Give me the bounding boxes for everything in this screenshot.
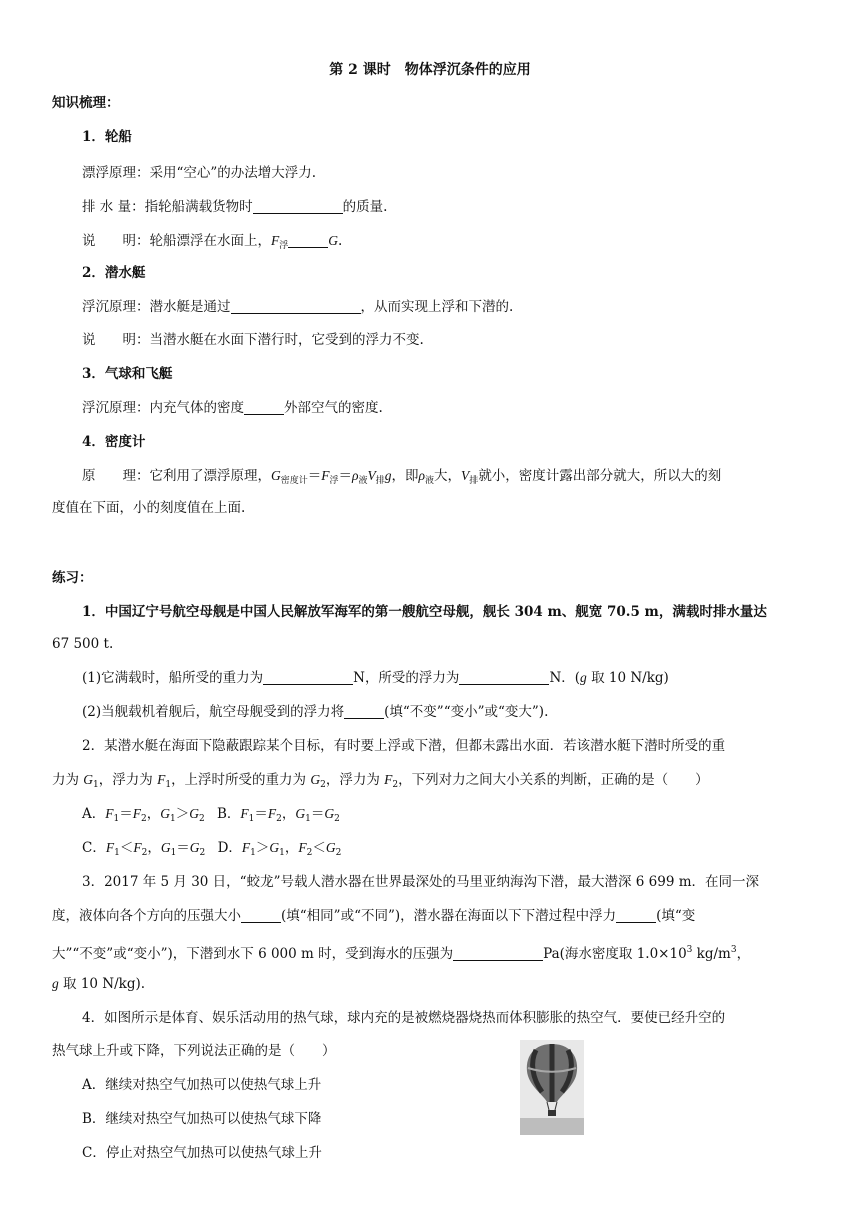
symbol: F [267,806,277,821]
text: ，即 [391,468,419,484]
text: ＜ [119,840,134,856]
option-letter: D． [217,840,242,856]
subscript: 1 [113,814,120,824]
text: 就小，密度计露出部分就大，所以大的刻 [478,468,722,484]
hydrometer-principle-cont: 度值在下面，小的刻度值在上面. [52,500,246,516]
symbol: G [189,840,200,855]
symbol: g [384,468,392,483]
subscript: 1 [93,780,99,790]
text: ＜ [312,840,326,856]
sub-note: 说 明：当潜水艇在水面下潜行时，它受到的浮力不变. [82,332,424,348]
subscript: 1 [248,814,255,824]
sub-principle [82,297,513,317]
answer-blank[interactable] [253,199,343,214]
subscript: 1 [170,848,177,858]
answer-blank[interactable] [344,704,384,719]
text: Pa(海水密度取 1.0×10 [543,946,687,962]
answer-blank[interactable] [616,908,656,923]
subscript: 排 [375,476,385,486]
q3-stem-2 [52,906,695,926]
subscript: 1 [305,814,311,824]
q2-options-cd [82,838,341,863]
symbol: ρ [418,468,426,483]
text: ，浮力为 [98,772,158,788]
symbol-g: g [52,976,59,991]
ship-displacement [82,197,387,217]
option-letter: C． [82,840,106,856]
subscript: 2 [276,814,282,824]
subscript: 2 [306,848,313,858]
q4-stem: 4．如图所示是体育、娱乐活动用的热气球，球内充的是被燃烧器烧热而体积膨胀的热空气．要使已经升空的 [82,1010,726,1026]
subscript: 液 [358,476,368,486]
balloon-principle [82,398,383,418]
text: 1．中国辽宁号航空母舰是中国人民解放军海军的第一艘航空母舰，舰长 304 m、舰宽 70.5 m，满载时排水量达 [82,604,767,620]
ship-note [82,231,342,256]
text: ， [284,840,299,856]
text: 度，液体向各个方向的压强大小 [52,908,241,924]
section-heading-knowledge: 知识梳理： [52,95,120,111]
text: kg/m [692,946,731,962]
symbol: F [298,840,307,855]
symbol: F [105,806,114,821]
text: ，从而实现上浮和下潜的. [360,299,514,315]
text: ＝ [119,806,133,822]
text: 力为 [52,772,84,788]
symbol: F [240,806,249,821]
hydrometer-heading: 4．密度计 [82,434,146,450]
text: ， [736,946,751,962]
q2-stem-cont [52,770,709,795]
subscript: 2 [335,848,342,858]
answer-blank[interactable] [231,299,361,314]
symbol: G [295,806,306,821]
text: ，上浮时所受的重力为 [171,772,311,788]
q1-stem [82,602,767,622]
text: (填“相同”或“不同”)，潜水器在海面以下下潜过程中浮力 [281,908,617,924]
subscript: 1 [250,848,256,858]
subscript: 2 [334,814,340,824]
text: ＝ [338,468,353,484]
text: N．( [549,670,581,686]
q1-stem-cont: 67 500 t. [52,636,114,652]
text: ＞ [175,806,190,822]
text: 大”“不变”或“变小”)，下潜到水下 6 000 m 时，受到海水的压强为 [52,946,454,962]
symbol: G [189,806,199,821]
option-C[interactable] [82,840,205,856]
symbol: G [269,840,280,855]
answer-blank[interactable] [241,908,281,923]
text: N，所受的浮力为 [353,670,460,686]
superscript: 3 [686,945,693,955]
text: (填“变 [656,908,696,924]
symbol-G: G [328,233,339,248]
hydrometer-principle [82,466,721,491]
symbol: V [461,468,470,483]
subscript: 1 [169,814,176,824]
subscript: 2 [320,780,326,790]
subscript: 1 [114,848,120,858]
subscript: 1 [279,848,285,858]
subscript: 浮 [329,476,339,486]
ship-principle: 漂浮原理：采用“空心”的办法增大浮力. [82,165,317,181]
text: ＝ [307,468,322,484]
subscript: 浮 [279,241,289,251]
option-B[interactable] [217,806,340,822]
q3-stem-3 [52,940,750,964]
text: 大， [434,468,462,484]
superscript: 3 [730,945,737,955]
text: ， [281,806,296,822]
text: 说 明：轮船漂浮在水面上， [82,233,271,249]
text: 排 水 量：指轮船满载货物时 [82,199,253,215]
symbol: F [105,840,115,855]
symbol: G [83,772,94,787]
answer-blank[interactable] [263,670,353,685]
text: ，浮力为 [325,772,385,788]
answer-blank[interactable] [453,946,543,961]
text: 的质量. [342,199,388,215]
subscript: 2 [141,848,148,858]
q3-stem: 3．2017 年 5 月 30 日，“蛟龙”号载人潜水器在世界最深处的马里亚纳海沟下潜，最大潜深 6 699 m．在同一深 [82,874,760,890]
answer-blank[interactable] [459,670,549,685]
symbol: F [321,468,330,483]
balloon-heading: 3．气球和飞艇 [82,366,173,382]
symbol: F [241,840,251,855]
symbol: G [160,806,170,821]
subscript: 1 [165,780,172,790]
text: 浮沉原理：内充气体的密度 [82,400,244,416]
option-D[interactable] [218,840,342,856]
q4-option-B[interactable]: B．继续对热空气加热可以使热气球下降 [82,1111,322,1127]
q1-part2 [82,702,548,722]
subscript: 2 [392,780,399,790]
hot-air-balloon-figure [520,1040,584,1135]
symbol: F [384,772,393,787]
option-letter: B． [216,806,241,822]
symbol: ρ [352,468,359,483]
option-letter: A． [82,806,106,822]
symbol: F [132,806,141,821]
subscript: 密度计 [280,476,308,486]
subscript: 2 [198,814,205,824]
sub-heading: 2．潜水艇 [82,265,146,281]
q3-stem-4 [52,974,145,994]
symbol: F [157,772,166,787]
text: . [338,233,343,249]
text: ＝ [254,806,268,822]
answer-blank[interactable] [288,233,328,248]
symbol: G [324,806,335,821]
answer-blank[interactable] [244,400,284,415]
q4-option-C[interactable]: C．停止对热空气加热可以使热气球上升 [82,1145,322,1161]
symbol: G [271,468,281,483]
subscript: 2 [140,814,147,824]
section-heading-exercise: 练习： [52,570,93,586]
symbol-g: g [580,670,587,685]
q4-stem-cont: 热气球上升或下降，下列说法正确的是（ ） [52,1043,336,1059]
text: 原 理：它利用了漂浮原理， [82,468,271,484]
q1-part1 [82,668,669,688]
symbol-F: F [271,233,280,248]
text: (填“不变”“变小”或“变大”). [384,704,549,720]
text: 浮沉原理：潜水艇是通过 [82,299,231,315]
text: 取 10 N/kg). [58,976,146,992]
symbol: G [160,840,171,855]
text: 取 10 N/kg) [586,670,669,686]
symbol: G [325,840,336,855]
ship-heading: 1．轮船 [82,129,132,145]
symbol: V [367,468,376,483]
text: ，下列对力之间大小关系的判断，正确的是（ ） [398,772,709,788]
text: ＝ [310,806,325,822]
text: ＞ [255,840,270,856]
text: 外部空气的密度. [284,400,383,416]
page-title: 第 2 课时 物体浮沉条件的应用 [329,62,531,78]
q2-stem: 2．某潜水艇在海面下隐蔽跟踪某个目标，有时要上浮或下潜，但都未露出水面．若该潜水艇下潜时所受的重 [82,738,726,754]
subscript: 液 [425,476,435,486]
text: ＝ [176,840,190,856]
symbol: F [133,840,142,855]
subscript: 2 [199,848,206,858]
text: (2)当舰载机着舰后，航空母舰受到的浮力将 [82,704,345,720]
option-A[interactable] [82,806,205,822]
text: ， [147,840,161,856]
text: (1)它满载时，船所受的重力为 [82,670,264,686]
subscript: 排 [469,476,479,486]
text: ， [146,806,161,822]
q2-options-ab [82,804,340,829]
q4-option-A[interactable]: A．继续对热空气加热可以使热气球上升 [82,1077,322,1093]
symbol: G [310,772,321,787]
